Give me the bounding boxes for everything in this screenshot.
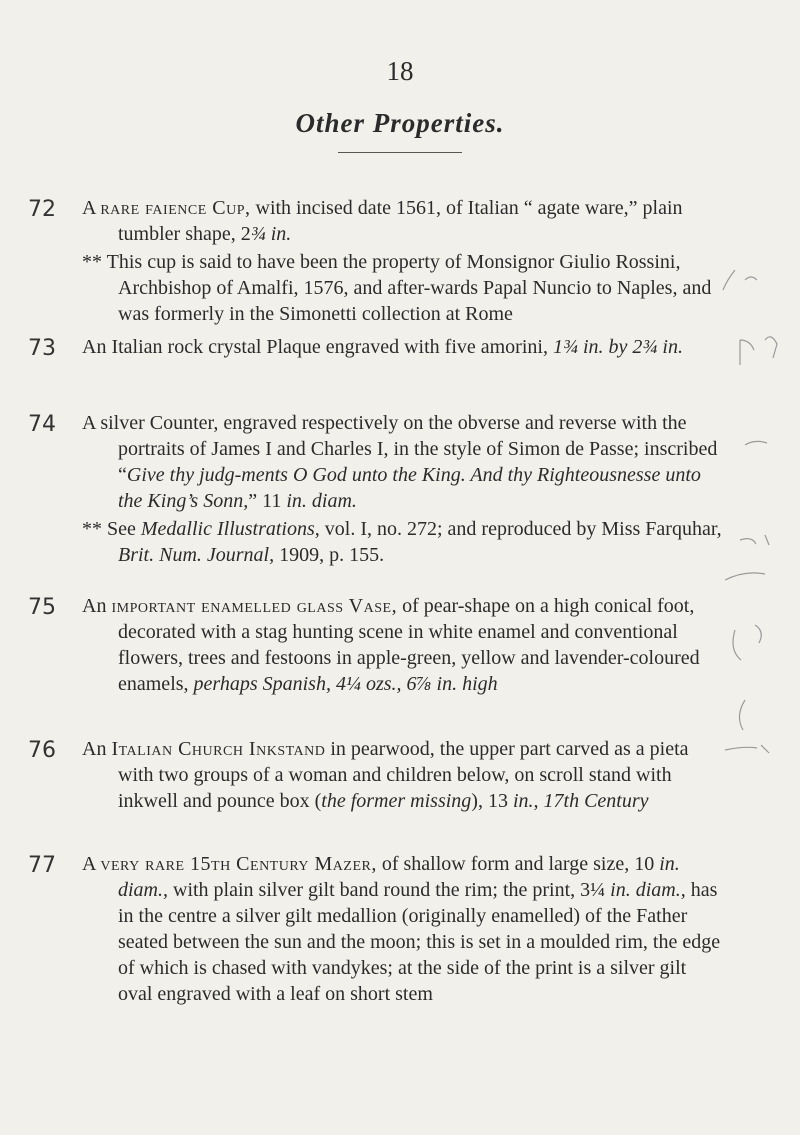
lot-description: A rare faience Cup, with incised date 1561, of Italian “ agate ware,” plain tumbler shape, 2¾ in. ** This cup is said to have been the property of Monsignor Giulio Rossini, Archbishop of Amalfi, 1576, and after-wards Papal Nuncio to Naples, and was formerly in the Simonetti collection at Rome <box>82 195 722 327</box>
lot-description: A very rare 15th Century Mazer, of shallow form and large size, 10 in. diam., with plain silver gilt band round the rim; the print, 3¼ in. diam., has in the centre a silver gilt medallion (originally enamelled) of the Father seated between the sun and the moon; this is set in a moulded rim, the edge of which is chased with vandykes; at the side of the print is a silver gilt oval engraved with a leaf on short stem <box>82 853 721 1005</box>
lot-number: 75 <box>28 595 56 620</box>
lot-number: 73 <box>28 336 56 361</box>
lot-number: 77 <box>28 853 56 878</box>
lot-number: 72 <box>28 197 56 222</box>
lot-description: An Italian Church Inkstand in pearwood, the upper part carved as a pieta with two groups of a woman and children below, on scroll stand with inkwell and pounce box (the former missing), 13 in., 17th Century <box>82 738 689 812</box>
lot-note: ** This cup is said to have been the property of Monsignor Giulio Rossini, Archbishop of Amalfi, 1576, and after-wards Papal Nuncio to Naples, and was formerly in the Simonetti collection at Rome <box>82 251 712 325</box>
pencil-annotations <box>715 230 795 790</box>
page-title: Other Properties. <box>295 108 505 138</box>
lot-note: ** See Medallic Illustrations, vol. I, no. 272; and reproduced by Miss Farquhar, Brit. Num. Journal, 1909, p. 155. <box>82 518 722 566</box>
lot-description: A silver Counter, engraved respectively on the obverse and reverse with the portraits of James I and Charles I, in the style of Simon de Passe; inscribed “Give thy judg-ments O God unto the King. And thy Righteousnesse unto the King’s Sonn,” 11 in. diam. ** See Medallic Illustrations, vol. I, no. 272; and reproduced by Miss Farquhar, Brit. Num. Journal, 1909, p. 155. <box>82 412 722 566</box>
lot-description: An Italian rock crystal Plaque engraved with five amorini, 1¾ in. by 2¾ in. <box>82 336 683 358</box>
lot-number: 76 <box>28 738 56 763</box>
title-divider <box>338 152 462 153</box>
lot-description: An important enamelled glass Vase, of pear-shape on a high conical foot, decorated with a stag hunting scene in white enamel and conventional flowers, trees and festoons in apple-green, yellow and lavender-coloured enamels, perhaps Spanish, 4¼ ozs., 6⅞ in. high <box>82 595 700 695</box>
lot-number: 74 <box>28 412 56 437</box>
page-number: 18 <box>386 56 414 86</box>
